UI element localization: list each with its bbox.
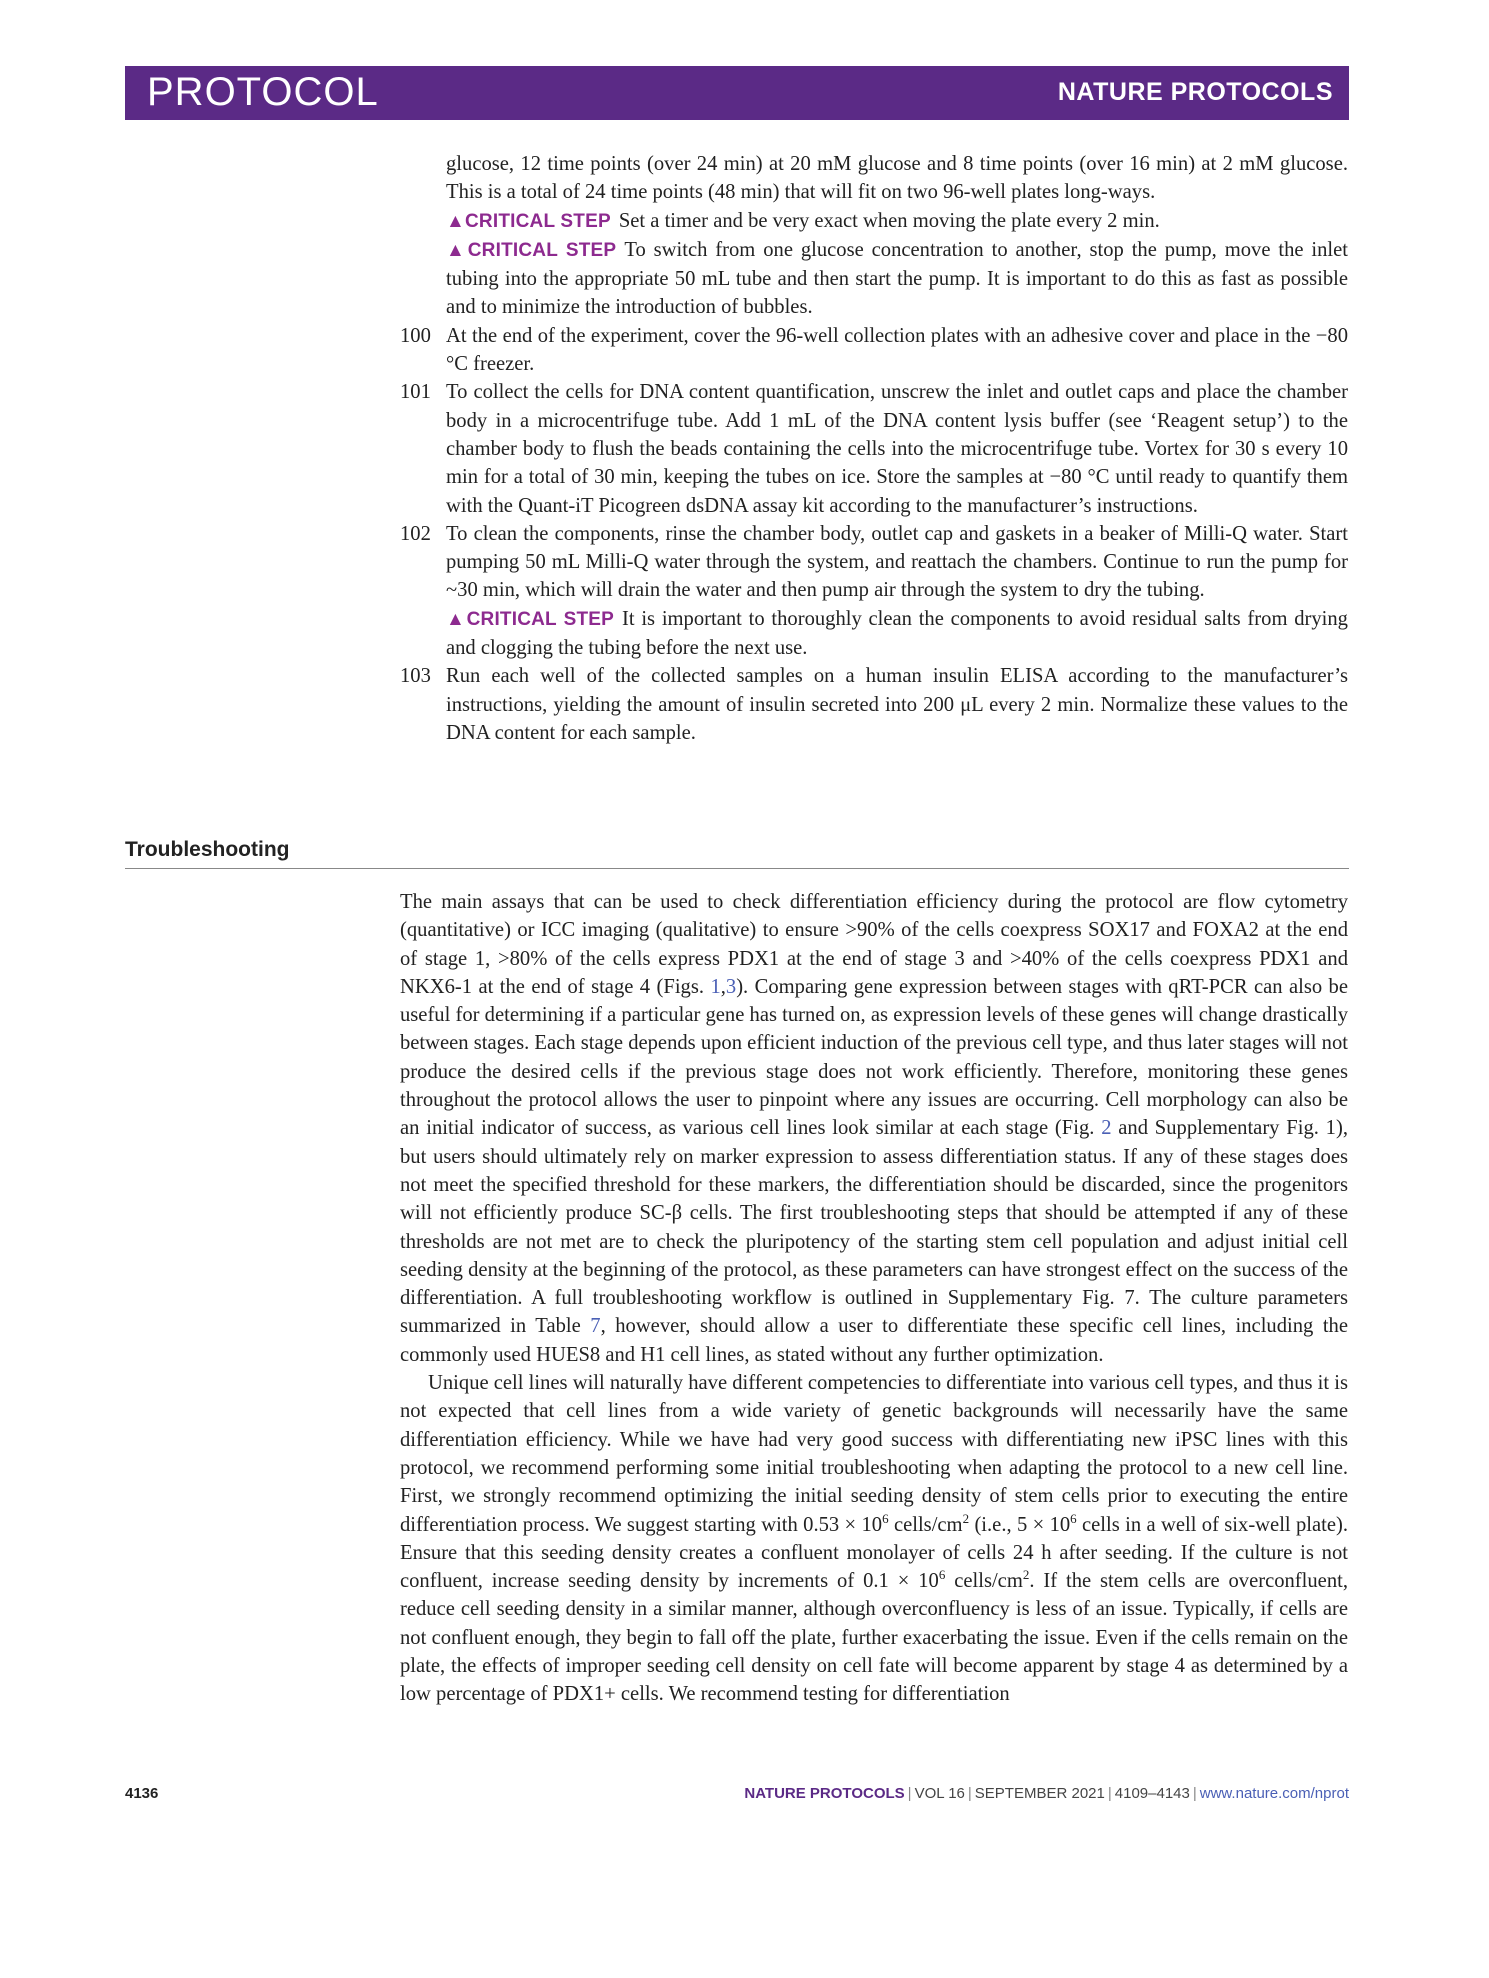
step-text: To clean the components, rinse the chamber body, outlet cap and gaskets in a beaker of Milli-Q water. Start pumping 50 mL Milli-Q water through the system, and reattach the chambers. Continue to run the pump for ~30 min, which will drain the water and then pump air through the system to dry the tubing. <box>446 522 1348 602</box>
section-divider <box>125 868 1349 869</box>
step-99-continuation <box>400 150 1348 207</box>
footer-separator: | <box>907 1785 912 1802</box>
troubleshooting-body <box>400 888 1348 1709</box>
critical-step-text: Set a timer and be very exact when moving the plate every 2 min. <box>618 209 1160 232</box>
step-99-text: glucose, 12 time points (over 24 min) at 20 mM glucose and 8 time points (over 16 min) at 2 mM glucose. This is a total of 24 time points (48 min) that will fit on two 96-well plates long-ways. <box>446 153 1348 204</box>
journal-name: NATURE PROTOCOLS <box>1057 78 1333 106</box>
text-run: Unique cell lines will naturally have different competencies to differentiate into various cell types, and thus it is not expected that cell lines from a wide variety of genetic backgrounds will necessarily have the same differentiation efficiency. While we have had very good success with differentiating new iPSC lines with this protocol, we recommend performing some initial troubleshooting when adapting the protocol to a new cell line. First, we strongly recommend optimizing the initial seeding density of stem cells prior to executing the entire differentiation process. We suggest starting with 0.53 × 10 <box>400 1372 1348 1536</box>
figure-link[interactable]: 1 <box>710 975 721 998</box>
text-run: The main assays that can be used to check differentiation efficiency during the protocol are flow cytometry (quantitative) or ICC imaging (qualitative) to ensure >90% of the cells coexpress SOX17 and FOXA2 at the end of stage 1, >80% of the cells express PDX1 at the end of stage 3 and >40% of the cells coexpress PDX1 and NKX6-1 at the end of stage 4 (Figs. <box>400 891 1348 998</box>
section-label: PROTOCOL <box>147 70 379 114</box>
figure-link[interactable]: 2 <box>1101 1117 1112 1140</box>
step-101 <box>400 378 1348 519</box>
superscript: 2 <box>1022 1567 1030 1583</box>
footer-separator: | <box>1192 1785 1197 1802</box>
section-heading-troubleshooting: Troubleshooting <box>125 838 290 861</box>
text-run: ). Comparing gene expression between stages with qRT-PCR can also be useful for determining if a particular gene has turned on, as expression levels of these genes will change drastically between stages. Each stage depends upon efficient induction of the previous cell type, and thus later stages will not produce the desired cells if the previous stage does not work efficiently. Therefore, monitoring these genes throughout the protocol allows the user to pinpoint where any issues are occurring. Cell morphology can also be an initial indicator of success, as various cell lines look similar at each stage (Fig. <box>400 975 1348 1140</box>
step-text: At the end of the experiment, cover the 96-well collection plates with an adhesive cover and place in the −80 °C freezer. <box>446 324 1348 376</box>
footer-citation <box>744 1785 1349 1802</box>
page-number: 4136 <box>125 1785 159 1802</box>
text-run: (i.e., 5 × 10 <box>969 1513 1071 1536</box>
step-number: 101 <box>400 381 431 404</box>
text-run: , <box>720 975 726 998</box>
text-run: and Supplementary Fig. 1), but users should ultimately rely on marker expression to assess differentiation status. If any of these stages does not meet the specified threshold for these markers, the differentiation should be discarded, since the progenitors will not efficiently produce SC-β cells. The first troubleshooting steps that should be attempted if any of these thresholds are not met are to check the pluripotency of the starting stem cell population and adjust initial cell seeding density at the beginning of the protocol, as these parameters can have strongest effect on the success of the differentiation. A full troubleshooting workflow is outlined in Supplementary Fig. 7. The culture parameters summarized in Table <box>400 1117 1348 1338</box>
step-103 <box>400 662 1348 747</box>
critical-step-text: It is important to thoroughly clean the components to avoid residual salts from drying and clogging the tubing before the next use. <box>446 607 1348 660</box>
footer-date: SEPTEMBER 2021 <box>974 1785 1105 1802</box>
critical-step-note <box>400 605 1348 663</box>
text-run: cells in a well of six-well plate). Ensure that this seeding density creates a confluent monolayer of cells 24 h after seeding. If the culture is not confluent, increase seeding density by increments of 0.1 × 10 <box>400 1513 1349 1593</box>
footer-journal: NATURE PROTOCOLS <box>744 1785 905 1802</box>
step-number: 102 <box>400 522 431 545</box>
paragraph <box>400 1369 1348 1709</box>
step-text: Run each well of the collected samples on a human insulin ELISA according to the manufacturer’s instructions, yielding the amount of insulin secreted into 200 μL every 2 min. Normalize these values to the DNA content for each sample. <box>446 665 1348 744</box>
superscript: 6 <box>1070 1510 1077 1526</box>
page-header <box>125 66 1349 120</box>
figure-link[interactable]: 3 <box>725 975 737 998</box>
superscript: 6 <box>938 1567 946 1583</box>
footer-separator: | <box>967 1785 972 1802</box>
step-102 <box>400 520 1348 605</box>
step-text: To collect the cells for DNA content quantification, unscrew the inlet and outlet caps and place the chamber body in a microcentrifuge tube. Add 1 mL of the DNA content lysis buffer (see ‘Reagent setup’) to the chamber body to flush the beads containing the cells into the microcentrifuge tube. Vortex for 30 s every 10 min for a total of 30 min, keeping the tubes on ice. Store the samples at −80 °C until ready to quantify them with the Quant-iT Picogreen dsDNA assay kit according to the manufacturer’s instructions. <box>446 381 1348 517</box>
step-100 <box>400 322 1348 379</box>
critical-step-label: ▲CRITICAL STEP <box>446 608 615 630</box>
critical-step-label: ▲CRITICAL STEP <box>446 239 617 261</box>
text-run: , however, should allow a user to differentiate these specific cell lines, including the commonly used HUES8 and H1 cell lines, as stated without any further optimization. <box>400 1315 1348 1366</box>
critical-step-label: ▲CRITICAL STEP <box>446 210 611 232</box>
critical-step-text: To switch from one glucose concentration to another, stop the pump, move the inlet tubing into the appropriate 50 mL tube and then start the pump. It is important to do this as fast as possible and to minimize the introduction of bubbles. <box>446 238 1348 319</box>
footer-url-link[interactable]: www.nature.com/nprot <box>1199 1785 1349 1802</box>
table-link[interactable]: 7 <box>590 1315 601 1338</box>
text-run: cells/cm <box>945 1570 1023 1593</box>
footer-pages: 4109–4143 <box>1114 1785 1190 1802</box>
step-number: 100 <box>400 324 431 347</box>
paragraph <box>400 888 1348 1369</box>
footer-volume: VOL 16 <box>914 1785 965 1802</box>
superscript: 6 <box>882 1510 889 1526</box>
text-run: . If the stem cells are overconfluent, reduce cell seeding density in a similar manner, although overconfluency is less of an issue. Typically, if cells are not confluent enough, they begin to fall off the plate, further exacerbating the issue. Even if the cells remain on the plate, the effects of improper seeding cell density on cell fate will become apparent by stage 4 as determined by a low percentage of PDX1+ cells. We recommend testing for differentiation <box>400 1570 1348 1706</box>
step-continuation <box>400 150 1348 747</box>
footer-separator: | <box>1107 1785 1112 1802</box>
step-number: 103 <box>400 665 431 688</box>
text-run: cells/cm <box>888 1513 963 1536</box>
critical-step-note <box>400 236 1348 322</box>
critical-step-note <box>400 207 1348 236</box>
superscript: 2 <box>962 1510 970 1526</box>
